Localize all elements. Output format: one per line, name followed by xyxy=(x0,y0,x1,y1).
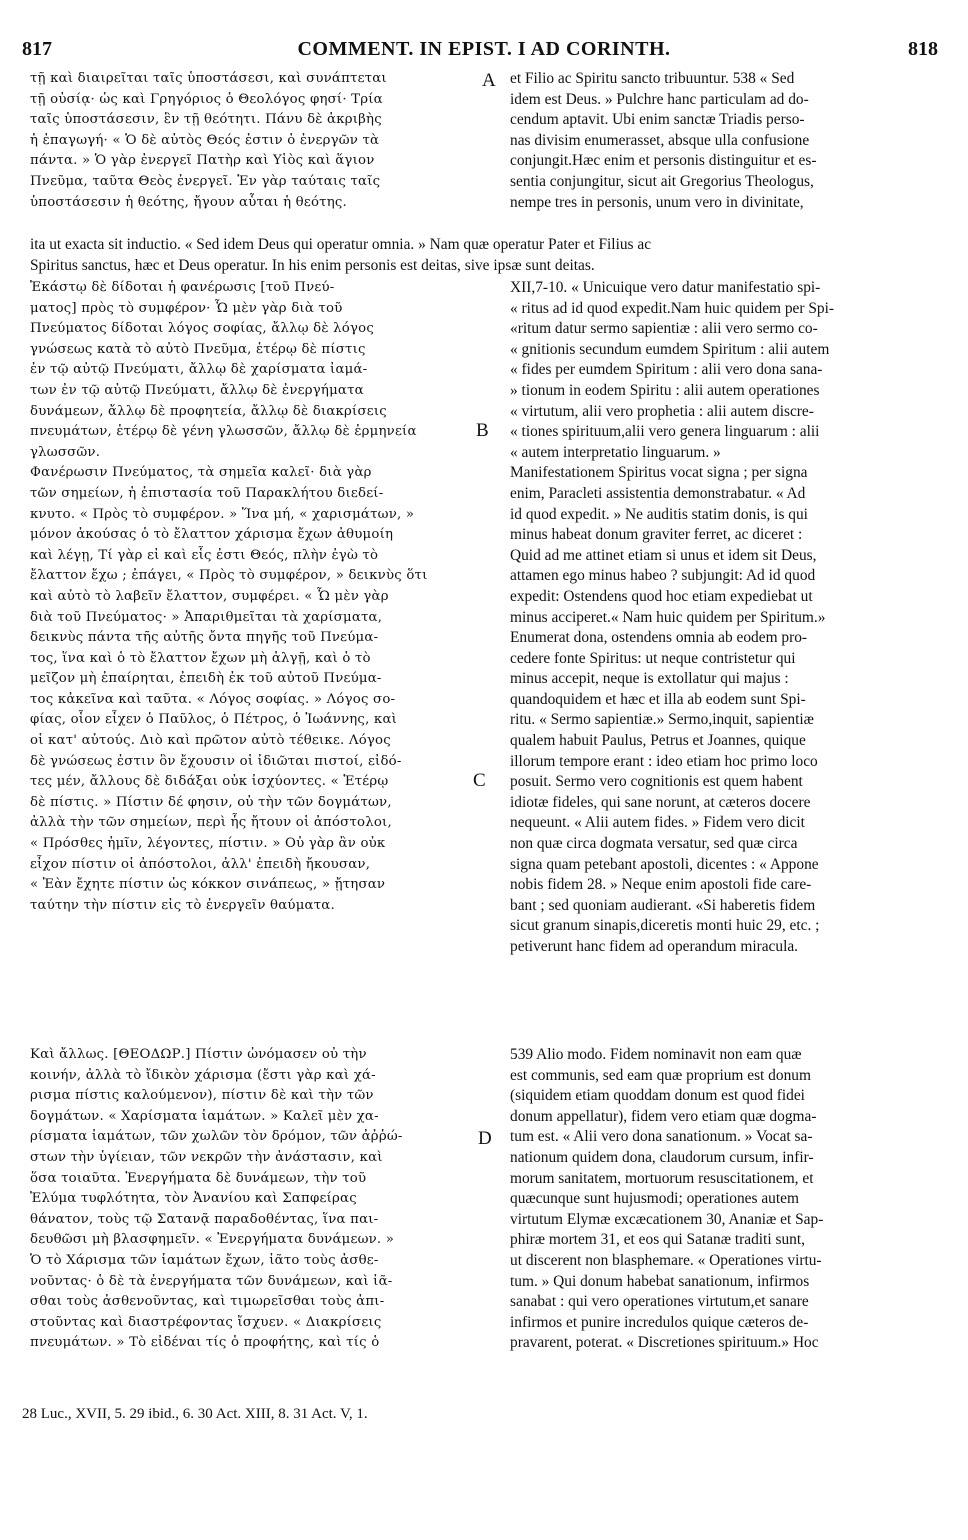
text-line: σθαι τοὺς ἀσθενοῦντας, καὶ τιμωρεῖσθαι τοὺς ἀπι- xyxy=(30,1294,385,1310)
text-line: sentia conjungitur, sicut ait Gregorius Theologus, xyxy=(510,172,814,190)
greek-column-section-1 xyxy=(30,69,485,213)
text-line: minus habeat donum graviter ferret, ac diceret : xyxy=(510,526,803,544)
text-line: expedit: Ostendens quod hoc etiam expediebat ut xyxy=(510,587,813,605)
text-line: (siquidem etiam quoddam donum est quod fidei xyxy=(510,1087,805,1105)
text-line: Φανέρωσιν Πνεύματος, τὰ σημεῖα καλεῖ· διὰ γὰρ xyxy=(30,465,372,481)
text-line: « tiones spirituum,alii vero genera linguarum : alii xyxy=(510,423,820,441)
text-line: ἀλλὰ τὴν τῶν σημείων, περὶ ἧς ἤτουν οἱ ἀπόστολοι, xyxy=(30,815,392,831)
text-line: κοινήν, ἀλλὰ τὸ ἴδικὸν χάρισμα (ἔστι γὰρ καὶ χά- xyxy=(30,1067,376,1083)
text-line: «ritum datur sermo sapientiæ : alii vero sermo co- xyxy=(510,320,818,338)
text-line: στοῦντας καὶ διαστρέφοντας ἴσχυεν. « Διακρίσεις xyxy=(30,1314,382,1330)
margin-letter-a: A xyxy=(482,70,496,91)
text-line: » tionum in eodem Spiritu : alii autem operationes xyxy=(510,381,820,399)
text-line: γλωσσῶν. xyxy=(30,444,101,460)
text-line: infirmos et punire incredulos quique cæteros de- xyxy=(510,1313,809,1331)
text-line: « virtutum, alii vero prophetia : alii autem discre- xyxy=(510,402,814,420)
text-line: ut discerent non blasphemare. « Operationes virtu- xyxy=(510,1251,822,1269)
text-line: Spiritus sanctus, hæc et Deus operatur. In his enim personis est deitas, sive ipsæ sunt deitas. xyxy=(30,256,595,274)
text-line: idiotæ fideles, qui sane norunt, at cæteros docere xyxy=(510,793,811,811)
page-number-right: 818 xyxy=(908,38,938,60)
text-line: « Ἐὰν ἔχητε πίστιν ὡς κόκκον σινάπεως, » ᾔτησαν xyxy=(30,877,386,893)
footnotes: 28 Luc., XVII, 5. 29 ibid., 6. 30 Act. XIII, 8. 31 Act. V, 1. xyxy=(22,1406,368,1422)
text-line: μεῖζον μὴ ἐπαίρηται, ἐπειδὴ ἐκ τοῦ αὐτοῦ Πνεύμα- xyxy=(30,671,382,687)
text-line: phiræ mortem 31, et eos qui Satanæ traditi sunt, xyxy=(510,1231,805,1249)
text-line: non quæ circa dogmata versatur, sed quæ circa xyxy=(510,835,798,853)
text-line: Πνεύματος δίδοται λόγος σοφίας, ἄλλῳ δὲ λόγος xyxy=(30,321,374,337)
text-line: ματος] πρὸς τὸ συμφέρον· Ὧ μὲν γὰρ διὰ τοῦ xyxy=(30,300,343,316)
text-line: bant ; sed quoniam audierant. «Si haberetis fidem xyxy=(510,896,816,914)
text-line: tum. » Qui donum habebat sanationum, infirmos xyxy=(510,1272,810,1290)
text-line: ρισμα πίστις καλούμενον), πίστιν δὲ καὶ τὴν τῶν xyxy=(30,1088,374,1104)
text-line: signa quam petebant apostoli, dicentes : « Appone xyxy=(510,855,819,873)
text-line: illorum tempore erant : ideo etiam hoc primo loco xyxy=(510,752,818,770)
text-line: δεικνὺς πάντα τῆς αὐτῆς ὄντα πηγῆς τοῦ Πνεύμα- xyxy=(30,630,379,646)
text-line: δυνάμεων, ἄλλῳ δὲ προφητεία, ἄλλῳ δὲ διακρίσεις xyxy=(30,403,387,419)
text-line: minus accepit, neque is extollatur qui majus : xyxy=(510,670,789,688)
text-line: est communis, sed eam quæ proprium est donum xyxy=(510,1066,811,1084)
text-line: virtutum Elymæ excæcationem 30, Ananiæ et Sap- xyxy=(510,1210,824,1228)
text-line: διὰ τοῦ Πνεύματος· » Ἀπαριθμεῖται τὰ χαρίσματα, xyxy=(30,609,383,625)
text-line: Ἑκάστῳ δὲ δίδοται ἡ φανέρωσις [τοῦ Πνεύ- xyxy=(30,280,335,295)
text-line: ἡ ἐπαγωγή· « Ὁ δὲ αὐτὸς Θεός ἐστιν ὁ ἐνεργῶν τὰ xyxy=(30,132,380,148)
text-line: id quod expedit. » Ne auditis statim donis, is qui xyxy=(510,505,808,523)
text-line: « autem interpretatio linguarum. » xyxy=(510,443,721,461)
text-line: posuit. Sermo vero cognitionis est quem habent xyxy=(510,773,803,791)
text-line: « gnitionis secundum eumdem Spiritum : alii autem xyxy=(510,340,830,358)
text-line: nequeunt. « Alii autem fides. » Fidem vero dicit xyxy=(510,814,805,832)
text-line: δὲ γνώσεως ἐστιν ὃν ἔχουσιν οἱ ἰδιῶται πιστοί, εἰδό- xyxy=(30,753,402,769)
text-line: XII,7-10. « Unicuique vero datur manifestatio spi- xyxy=(510,279,821,296)
text-line: πάντα. » Ὁ γὰρ ἐνεργεῖ Πατὴρ καὶ Υἱὸς καὶ ἅγιον xyxy=(30,153,375,169)
text-line: conjungit.Hæc enim et personis distinguitur et es- xyxy=(510,152,817,170)
text-line: nas divisim enumerasset, absque ulla confusione xyxy=(510,131,810,149)
text-line: morum sanitatem, mortuorum resuscitationem, et xyxy=(510,1169,814,1187)
text-line: « ritus ad id quod expedit.Nam huic quidem per Spi- xyxy=(510,299,834,317)
text-line: Καὶ ἄλλως. [ΘΕΟΔΩΡ.] Πίστιν ὠνόμασεν οὐ τὴν xyxy=(30,1047,367,1062)
text-line: attamen ego minus habeo ? subjungit: Ad id quod xyxy=(510,567,816,585)
text-line: enim, Paracleti assistentia demonstrabatur. « Ad xyxy=(510,484,806,502)
text-line: idem est Deus. » Pulchre hanc particulam ad do- xyxy=(510,90,809,108)
text-line: τες μέν, ἄλλους δὲ διδάξαι οὐκ ἰσχύοντες. « Ἑτέρῳ xyxy=(30,774,389,790)
text-line: ritu. « Sermo sapientiæ.» Sermo,inquit, sapientiæ xyxy=(510,711,814,729)
text-line: δὲ πίστις. » Πίστιν δέ φησιν, οὐ τὴν τῶν δογμάτων, xyxy=(30,794,392,810)
text-line: sicut granum sinapis,diceretis monti huic 29, etc. ; xyxy=(510,917,820,935)
page-header xyxy=(0,38,968,66)
text-line: Ὁ τὸ Χάρισμα τῶν ἰαμάτων ἔχων, ἰᾶτο τοὺς ἀσθε- xyxy=(30,1252,379,1268)
text-line: θάνατον, τοὺς τῷ Σατανᾷ παραδοθέντας, ἵνα παι- xyxy=(30,1211,379,1227)
text-line: minus acciperet.« Nam huic quidem per Spiritum.» xyxy=(510,608,826,626)
greek-column-section-3 xyxy=(30,1045,485,1354)
text-line: Enumerat dona, ostendens omnia ab eodem pro- xyxy=(510,629,808,647)
running-title: COMMENT. IN EPIST. I AD CORINTH. xyxy=(297,38,671,60)
text-line: στων τὴν ὑγίειαν, τῶν νεκρῶν τὴν ἀνάστασιν, καὶ xyxy=(30,1149,383,1165)
text-line: νοῦντας· ὁ δὲ τὰ ἐνεργήματα τῶν δυνάμεων, καὶ ἰᾶ- xyxy=(30,1273,393,1289)
text-line: ρίσματα ἰαμάτων, τῶν χωλῶν τὸν δρόμον, τῶν ἀῤῥώ- xyxy=(30,1129,403,1145)
text-line: φίας, οἷον εἶχεν ὁ Παῦλος, ὁ Πέτρος, ὁ Ἰωάννης, καὶ xyxy=(30,712,398,728)
text-line: γνώσεως κατὰ τὸ αὐτὸ Πνεῦμα, ἑτέρῳ δὲ πίστις xyxy=(30,341,366,357)
text-line: ταύτην τὴν πίστιν εἰς τὸ ἐνεργεῖν θαύματα. xyxy=(30,897,335,913)
margin-letter-c: C xyxy=(473,770,486,791)
latin-column-section-3 xyxy=(510,1045,935,1354)
margin-letter-b: B xyxy=(476,420,489,441)
text-line: οἱ κατ' αὐτούς. Διὸ καὶ πρῶτον αὐτὸ τέθεικε. Λόγος xyxy=(30,733,391,749)
text-line: τῇ καὶ διαιρεῖται ταῖς ὑποστάσεσι, καὶ συνάπτεται xyxy=(30,71,387,86)
text-line: cendum aptavit. Ubi enim sanctæ Triadis perso- xyxy=(510,111,805,129)
text-line: ἔλαττον ἔχω ; ἐπάγει, « Πρὸς τὸ συμφέρον, » δεικνὺς ὅτι xyxy=(30,568,428,584)
text-line: pravarent, poterat. « Discretiones spirituum.» Hoc xyxy=(510,1334,819,1352)
text-line: petiverunt hanc fidem ad operandum miracula. xyxy=(510,938,799,955)
fullwidth-latin-text xyxy=(30,235,935,276)
text-line: nationum quidem dona, claudorum cursum, infir- xyxy=(510,1148,814,1166)
text-line: Ἐλύμα τυφλότητα, τὸν Ἀνανίου καὶ Σαπφείρας xyxy=(30,1191,357,1207)
text-line: τῇ οὐσίᾳ· ὡς καὶ Γρηγόριος ὁ Θεολόγος φησί· Τρία xyxy=(30,91,383,107)
text-line: sanabat : qui vero operationes virtutum,et sanare xyxy=(510,1293,809,1311)
text-line: Πνεῦμα, ταῦτα Θεὸς ἐνεργεῖ. Ἐν γὰρ ταύταις ταῖς xyxy=(30,173,381,189)
text-line: τῶν σημείων, ἡ ἐπιστασία τοῦ Παρακλήτου διεδεί- xyxy=(30,485,384,501)
latin-column-section-1 xyxy=(510,69,935,213)
text-line: πνευμάτων, ἑτέρῳ δὲ γένη γλωσσῶν, ἄλλῳ δὲ ἑρμηνεία xyxy=(30,424,417,440)
text-line: ταῖς ὑποστάσεσιν, ἓν τῇ θεότητι. Πάνυ δὲ ἀκριβὴς xyxy=(30,112,382,128)
text-line: εἶχον πίστιν οἱ ἀπόστολοι, ἀλλ' ἐπειδὴ ἤκουσαν, xyxy=(30,856,371,872)
text-line: καὶ λέγῃ, Τί γὰρ εἰ καὶ εἷς ἐστι Θεός, πλὴν ἐγὼ τὸ xyxy=(30,547,379,563)
text-line: Quid ad me attinet etiam si unus et idem sit Deus, xyxy=(510,546,817,564)
text-line: τος, ἵνα καὶ ὁ τὸ ἔλαττον ἔχων μὴ ἀλγῇ, καὶ ὁ τὸ xyxy=(30,650,371,666)
text-line: ὑποστάσεσιν ἡ θεότης, ἤγουν αὗται ἡ θεότης. xyxy=(30,194,347,210)
text-line: tum est. « Alii vero dona sanationum. » Vocat sa- xyxy=(510,1128,813,1146)
text-line: nobis fidem 28. » Neque enim apostoli fide care- xyxy=(510,876,812,894)
text-line: κνυτο. « Πρὸς τὸ συμφέρον. » Ἵνα μή, « χαρισμάτων, » xyxy=(30,506,415,522)
text-line: quandoquidem et hæc et illa ab eodem sunt Spi- xyxy=(510,690,806,708)
text-line: 539 Alio modo. Fidem nominavit non eam quæ xyxy=(510,1046,802,1063)
text-line: et Filio ac Spiritu sancto tribuuntur. 538 « Sed xyxy=(510,70,795,87)
greek-column-section-2 xyxy=(30,278,485,916)
text-line: δευθῶσι μὴ βλασφημεῖν. « Ἐνεργήματα δυνάμεων. » xyxy=(30,1232,395,1248)
text-line: « Πρόσθες ἡμῖν, λέγοντες, πίστιν. » Οὐ γὰρ ἂν οὐκ xyxy=(30,836,386,852)
margin-letter-d: D xyxy=(478,1128,492,1149)
text-line: ita ut exacta sit inductio. « Sed idem Deus qui operatur omnia. » Nam quæ operatur Pater et Filius ac xyxy=(30,236,652,253)
text-line: Manifestationem Spiritus vocat signa ; per signa xyxy=(510,464,808,482)
text-line: δογμάτων. « Χαρίσματα ἰαμάτων. » Καλεῖ μὲν χα- xyxy=(30,1108,379,1124)
text-line: τος κἀκεῖνα καὶ ταῦτα. « Λόγος σοφίας. » Λόγος σο- xyxy=(30,691,396,707)
text-line: qualem habuit Paulus, Petrus et Joannes, quique xyxy=(510,732,806,750)
text-line: των ἐν τῷ αὐτῷ Πνεύματι, ἄλλῳ δὲ ἐνεργήματα xyxy=(30,382,364,398)
text-line: μόνον ἀκούσας ὁ τὸ ἔλαττον χάρισμα ἔχων ἀθυμοίη xyxy=(30,527,394,543)
page-number-left: 817 xyxy=(22,38,52,60)
text-line: donum appellatur), fidem vero etiam quæ dogma- xyxy=(510,1107,817,1125)
text-line: nempe tres in personis, unum vero in divinitate, xyxy=(510,193,804,211)
latin-column-section-2 xyxy=(510,278,935,958)
text-line: ἐν τῷ αὐτῷ Πνεύματι, ἄλλῳ δὲ χαρίσματα ἰαμά- xyxy=(30,362,368,378)
text-line: quæcunque sunt hujusmodi; operationes autem xyxy=(510,1190,799,1208)
text-line: ὅσα τοιαῦτα. Ἐνεργήματα δὲ δυνάμεων, τὴν τοῦ xyxy=(30,1170,367,1186)
text-line: καὶ αὐτὸ τὸ λαβεῖν ἔλαττον, συμφέρει. « Ὧ μὲν γὰρ xyxy=(30,588,389,604)
text-line: « fides per eumdem Spiritum : alii vero dona sana- xyxy=(510,361,823,379)
text-line: cedere fonte Spiritus: ut neque contristetur qui xyxy=(510,649,796,667)
text-line: πνευμάτων. » Τὸ εἰδέναι τίς ὁ προφήτης, καὶ τίς ὁ xyxy=(30,1335,380,1351)
